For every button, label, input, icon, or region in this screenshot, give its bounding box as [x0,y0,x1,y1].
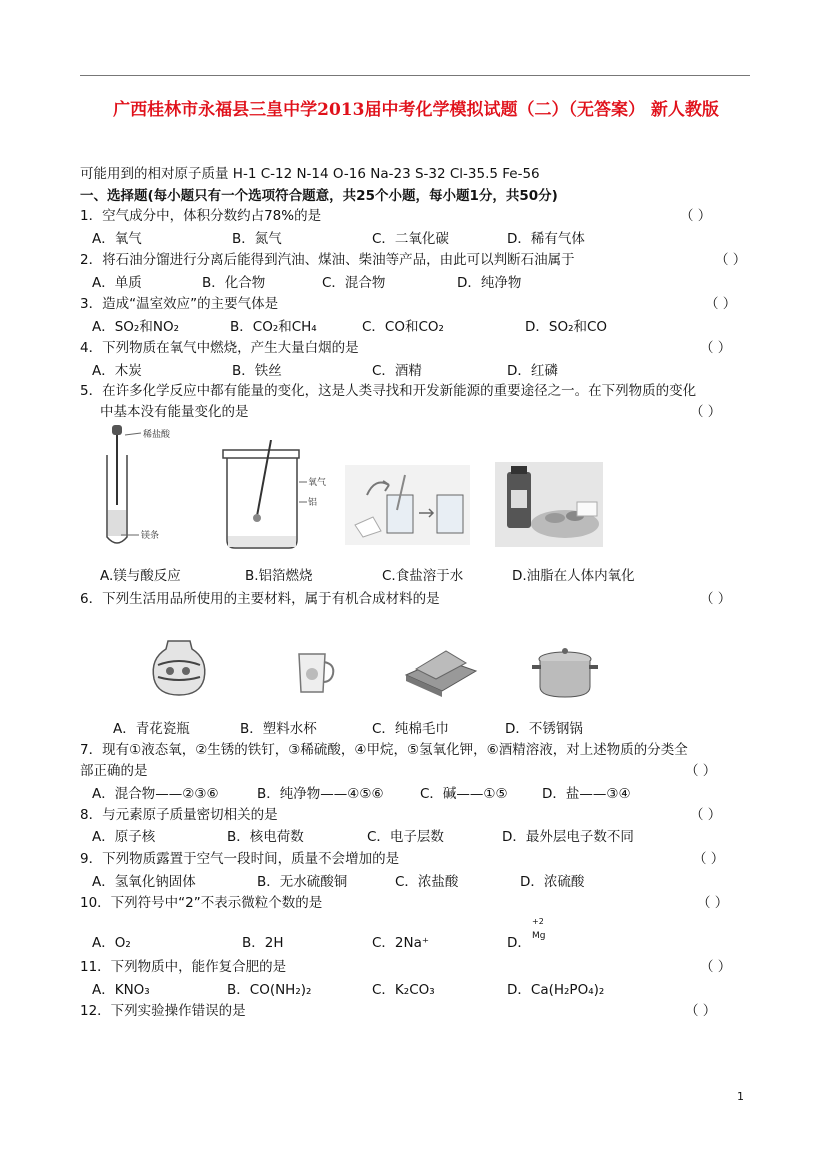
option-a: A．原子核 [92,829,156,845]
option-c: C．酒精 [372,363,422,379]
option-d: D．盐——③④ [542,786,631,802]
question-stem: 7．现有①液态氧，②生锈的铁钉，③稀硫酸，④甲烷，⑤氢氧化钾，⑥酒精溶液，对上述物质的分类全 [80,742,688,758]
document-title: 广西桂林市永福县三皇中学2013届中考化学模拟试题（二）（无答案） 新人教版 [113,100,719,120]
section-heading: 一、选择题(每小题只有一个选项符合题意，共25个小题，每小题1分，共50分) [80,188,558,204]
option-b: B．2H [242,935,284,951]
beaker-right [437,495,463,533]
option-b: B．无水硫酸铜 [257,874,348,890]
page-number: 1 [737,1090,744,1103]
option-d: D．纯净物 [457,275,522,291]
option-c: C.食盐溶于水 [382,568,464,584]
option-b: B．CO(NH₂)₂ [227,982,312,998]
acid-liquid [108,510,126,536]
option-c: C．CO和CO₂ [362,319,444,335]
option-c: C．二氧化碳 [372,231,449,247]
answer-paren: （ ） [715,252,747,268]
option-a: A．氢氧化钠固体 [92,874,196,890]
option-c: C．纯棉毛巾 [372,721,449,737]
answer-paren: （ ） [700,591,732,607]
question-stem: 5．在许多化学反应中都有能量的变化，这是人类寻找和开发新能源的重要途径之一。在下列物质的变化 [80,383,697,399]
option-b: B．CO₂和CH₄ [230,319,317,335]
question-stem-cont: 部正确的是 [80,763,148,779]
option-b: B．纯净物——④⑤⑥ [257,786,384,802]
cotton-towel-figure [402,645,480,700]
option-d: D．稀有气体 [507,231,585,247]
flame [253,514,261,522]
question-stem: 11．下列物质中，能作复合肥的是 [80,959,287,975]
answer-paren: （ ） [685,763,717,779]
question-stem: 10．下列符号中“2”不表示微粒个数的是 [80,895,323,911]
question-stem-cont: 中基本没有能量变化的是 [100,404,249,420]
jar-figure [215,440,335,555]
answer-paren: （ ） [697,895,729,911]
option-b: B．氮气 [232,231,282,247]
question-stem: 9．下列物质露置于空气一段时间，质量不会增加的是 [80,851,400,867]
option-d: D．Ca(H₂PO₄)₂ [507,982,605,998]
question-stem: 1．空气成分中，体积分数约占78%的是 [80,208,322,224]
option-b: B．塑料水杯 [240,721,317,737]
mg-symbol: Mg [532,931,546,941]
option-b: B．核电荷数 [227,829,304,845]
answer-paren: （ ） [693,851,725,867]
option-a: A．O₂ [92,935,131,951]
option-c: C．混合物 [322,275,386,291]
option-c: C．2Na⁺ [372,935,430,951]
answer-paren: （ ） [690,404,722,420]
answer-paren: （ ） [680,208,712,224]
option-a: A．青花瓷瓶 [113,721,190,737]
jar-lid [223,450,299,458]
option-d: D．浓硫酸 [520,874,585,890]
option-a: A．KNO₃ [92,982,150,998]
aluminum-foil-wire [257,440,271,516]
option-b: B．化合物 [202,275,266,291]
option-d: D．SO₂和CO [525,319,608,335]
question-stem: 2．将石油分馏进行分离后能得到汽油、煤油、柴油等产品，由此可以判断石油属于 [80,252,575,268]
answer-paren: （ ） [705,296,737,312]
jar-bottom-sand [228,536,296,547]
answer-paren: （ ） [685,1003,717,1019]
question-stem: 3．造成“温室效应”的主要气体是 [80,296,279,312]
option-c: C．浓盐酸 [395,874,459,890]
question-stem: 12．下列实验操作错误的是 [80,1003,246,1019]
option-d: D．红磷 [507,363,558,379]
mg-charge: +2 [532,917,544,926]
atomic-mass-line: 可能用到的相对原子质量 H-1 C-12 N-14 O-16 Na-23 S-32 Cl-35.5 Fe-56 [80,166,540,182]
header-rule [80,75,750,76]
question-stem: 6．下列生活用品所使用的主要材料，属于有机合成材料的是 [80,591,440,607]
option-d: D．最外层电子数不同 [502,829,634,845]
jar-wall [227,458,297,548]
answer-paren: （ ） [690,807,722,823]
salt-dissolving-figure [345,465,470,545]
answer-paren: （ ） [700,340,732,356]
option-a: A．SO₂和NO₂ [92,319,179,335]
answer-paren: （ ） [700,959,732,975]
oil-food-figure [495,462,603,547]
plastic-cup-figure [293,650,339,696]
option-d: D．不锈钢锅 [505,721,583,737]
option-c: C．电子层数 [367,829,444,845]
figure-label: 稀盐酸 [143,430,171,440]
dropper-bulb [112,425,122,435]
option-a: A.镁与酸反应 [100,568,181,584]
option-d: D． [507,935,531,951]
option-c: C．K₂CO₃ [372,982,435,998]
figure-label: 铝 [308,498,318,508]
test-tube-figure [95,425,205,555]
option-a: A．木炭 [92,363,142,379]
option-a: A．混合物——②③⑥ [92,786,219,802]
option-a: A．氧气 [92,231,142,247]
question-stem: 4．下列物质在氧气中燃烧，产生大量白烟的是 [80,340,359,356]
option-a: A．单质 [92,275,142,291]
figure-label: 氧气 [308,478,327,488]
option-d: D.油脂在人体内氧化 [512,568,635,584]
option-c: C．碱——①⑤ [420,786,508,802]
porcelain-vase-figure [148,637,210,699]
option-b: B.铝箔燃烧 [245,568,313,584]
steel-pot-figure [530,643,600,701]
option-b: B．铁丝 [232,363,282,379]
question-stem: 8．与元素原子质量密切相关的是 [80,807,278,823]
figure-label: 镁条 [141,531,160,541]
